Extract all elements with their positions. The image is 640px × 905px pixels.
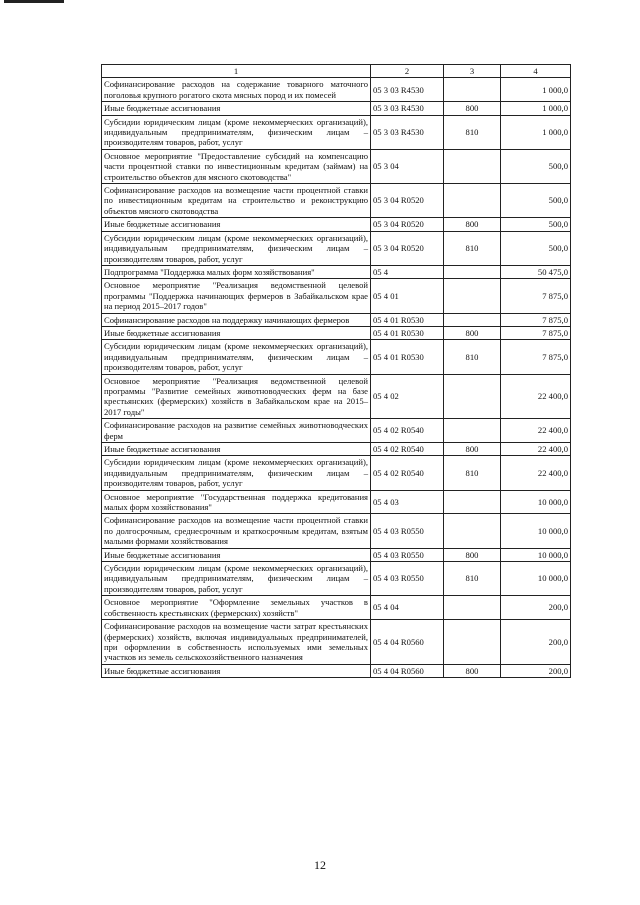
table-row [102,456,571,490]
row-name: Субсидии юридическим лицам (кроме некоммерческих организаций), индивидуальным предпринимателям, физическим лицам – производителям товаров, работ, услуг [102,562,371,596]
row-code: 05 4 02 R0540 [371,456,444,490]
row-sum: 500,0 [501,231,571,265]
table-row [102,149,571,183]
row-vr [444,374,501,419]
row-code: 05 4 03 [371,490,444,514]
row-sum: 200,0 [501,664,571,677]
row-name: Подпрограмма "Поддержка малых форм хозяйствования" [102,265,371,278]
row-name: Софинансирование расходов на содержание товарного маточного поголовья крупного рогатого скота мясных пород и их помесей [102,78,371,102]
table-row [102,419,571,443]
table-row [102,443,571,456]
row-vr [444,78,501,102]
row-sum: 10 000,0 [501,490,571,514]
row-name: Субсидии юридическим лицам (кроме некоммерческих организаций), индивидуальным предпринимателям, физическим лицам – производителям товаров, работ, услуг [102,340,371,374]
row-sum: 7 875,0 [501,279,571,313]
row-name: Иные бюджетные ассигнования [102,218,371,231]
row-code: 05 4 04 R0560 [371,620,444,665]
row-sum: 1 000,0 [501,102,571,115]
row-code: 05 3 04 [371,149,444,183]
row-sum: 200,0 [501,620,571,665]
table-row [102,115,571,149]
row-code: 05 4 01 R0530 [371,313,444,326]
row-sum: 500,0 [501,184,571,218]
budget-table [101,64,571,678]
row-sum: 22 400,0 [501,374,571,419]
row-code: 05 4 04 R0560 [371,664,444,677]
row-vr: 810 [444,115,501,149]
row-sum: 500,0 [501,149,571,183]
row-name: Субсидии юридическим лицам (кроме некоммерческих организаций), индивидуальным предпринимателям, физическим лицам – производителям товаров, работ, услуг [102,456,371,490]
table-row [102,374,571,419]
row-vr [444,419,501,443]
row-code: 05 4 [371,265,444,278]
table-row [102,279,571,313]
row-code: 05 3 04 R0520 [371,218,444,231]
header-row [102,65,571,78]
row-vr [444,279,501,313]
row-code: 05 4 03 R0550 [371,514,444,548]
row-sum: 7 875,0 [501,326,571,339]
row-name: Софинансирование расходов на развитие семейных животноводческих ферм [102,419,371,443]
row-name: Основное мероприятие "Реализация ведомственной целевой программы "Поддержка начинающих фермеров в Забайкальском крае на период 2015–2017 годов" [102,279,371,313]
page-number: 12 [314,858,326,872]
row-code: 05 3 03 R4530 [371,115,444,149]
table-row [102,548,571,561]
row-vr [444,184,501,218]
table-row [102,664,571,677]
row-code: 05 4 02 [371,374,444,419]
table-row [102,514,571,548]
row-sum: 1 000,0 [501,115,571,149]
row-vr: 800 [444,326,501,339]
row-vr [444,514,501,548]
row-code: 05 4 04 [371,596,444,620]
row-name: Субсидии юридическим лицам (кроме некоммерческих организаций), индивидуальным предпринимателям, физическим лицам – производителям товаров, работ, услуг [102,115,371,149]
row-name: Софинансирование расходов на возмещение части процентной ставки по инвестиционным кредитам на строительство и реконструкцию объектов мясного скотоводства [102,184,371,218]
table-body [102,78,571,678]
row-code: 05 4 03 R0550 [371,548,444,561]
row-code: 05 4 01 [371,279,444,313]
row-code: 05 4 01 R0530 [371,340,444,374]
table-row [102,490,571,514]
table-row [102,313,571,326]
table-row [102,326,571,339]
row-name: Иные бюджетные ассигнования [102,326,371,339]
row-sum: 7 875,0 [501,313,571,326]
row-code: 05 4 02 R0540 [371,419,444,443]
row-vr [444,149,501,183]
row-sum: 22 400,0 [501,419,571,443]
table-row [102,265,571,278]
row-vr [444,596,501,620]
row-name: Софинансирование расходов на поддержку начинающих фермеров [102,313,371,326]
row-vr: 810 [444,456,501,490]
row-code: 05 3 04 R0520 [371,184,444,218]
table-row [102,102,571,115]
row-code: 05 3 04 R0520 [371,231,444,265]
header-col-2: 2 [371,65,444,78]
row-vr [444,490,501,514]
row-name: Субсидии юридическим лицам (кроме некоммерческих организаций), индивидуальным предпринимателям, физическим лицам – производителям товаров, работ, услуг [102,231,371,265]
row-sum: 50 475,0 [501,265,571,278]
row-sum: 7 875,0 [501,340,571,374]
top-rule [4,0,64,3]
row-vr [444,313,501,326]
row-name: Иные бюджетные ассигнования [102,664,371,677]
row-name: Основное мероприятие "Государственная поддержка кредитования малых форм хозяйствования" [102,490,371,514]
row-vr: 810 [444,562,501,596]
row-code: 05 3 03 R4530 [371,78,444,102]
table-row [102,620,571,665]
header-col-4: 4 [501,65,571,78]
row-name: Софинансирование расходов на возмещение части затрат крестьянских (фермерских) хозяйств, включая индивидуальных предпринимателей, при оформлении в собственность используемых ими земельных участков из земель сельскохозяйственного назначения [102,620,371,665]
table-row [102,218,571,231]
row-name: Основное мероприятие "Предоставление субсидий на компенсацию части процентной ставки по инвестиционным кредитам (займам) на строительство объектов для мясного скотоводства" [102,149,371,183]
row-name: Софинансирование расходов на возмещение части процентной ставки по долгосрочным, среднесрочным и краткосрочным кредитам, взятым малыми формами хозяйствования [102,514,371,548]
row-code: 05 4 02 R0540 [371,443,444,456]
row-name: Иные бюджетные ассигнования [102,102,371,115]
table-row [102,184,571,218]
row-vr [444,265,501,278]
row-code: 05 4 01 R0530 [371,326,444,339]
row-code: 05 3 03 R4530 [371,102,444,115]
row-vr: 800 [444,443,501,456]
row-vr: 800 [444,218,501,231]
row-vr: 800 [444,102,501,115]
row-sum: 10 000,0 [501,514,571,548]
row-vr: 810 [444,231,501,265]
header-col-3: 3 [444,65,501,78]
table-row [102,562,571,596]
row-sum: 22 400,0 [501,456,571,490]
table-row [102,596,571,620]
row-sum: 10 000,0 [501,562,571,596]
row-name: Иные бюджетные ассигнования [102,548,371,561]
row-vr [444,620,501,665]
row-sum: 200,0 [501,596,571,620]
row-sum: 22 400,0 [501,443,571,456]
row-name: Иные бюджетные ассигнования [102,443,371,456]
row-name: Основное мероприятие "Реализация ведомственной целевой программы "Развитие семейных животноводческих ферм на базе крестьянских (фермерских) хозяйств в Забайкальском крае на 2015–2017 годы" [102,374,371,419]
row-vr: 810 [444,340,501,374]
row-name: Основное мероприятие "Оформление земельных участков в собственность крестьянских (фермерских) хозяйств" [102,596,371,620]
table-row [102,231,571,265]
row-sum: 10 000,0 [501,548,571,561]
table-row [102,78,571,102]
row-sum: 1 000,0 [501,78,571,102]
row-vr: 800 [444,664,501,677]
header-col-1: 1 [102,65,371,78]
table-row [102,340,571,374]
row-vr: 800 [444,548,501,561]
row-code: 05 4 03 R0550 [371,562,444,596]
row-sum: 500,0 [501,218,571,231]
